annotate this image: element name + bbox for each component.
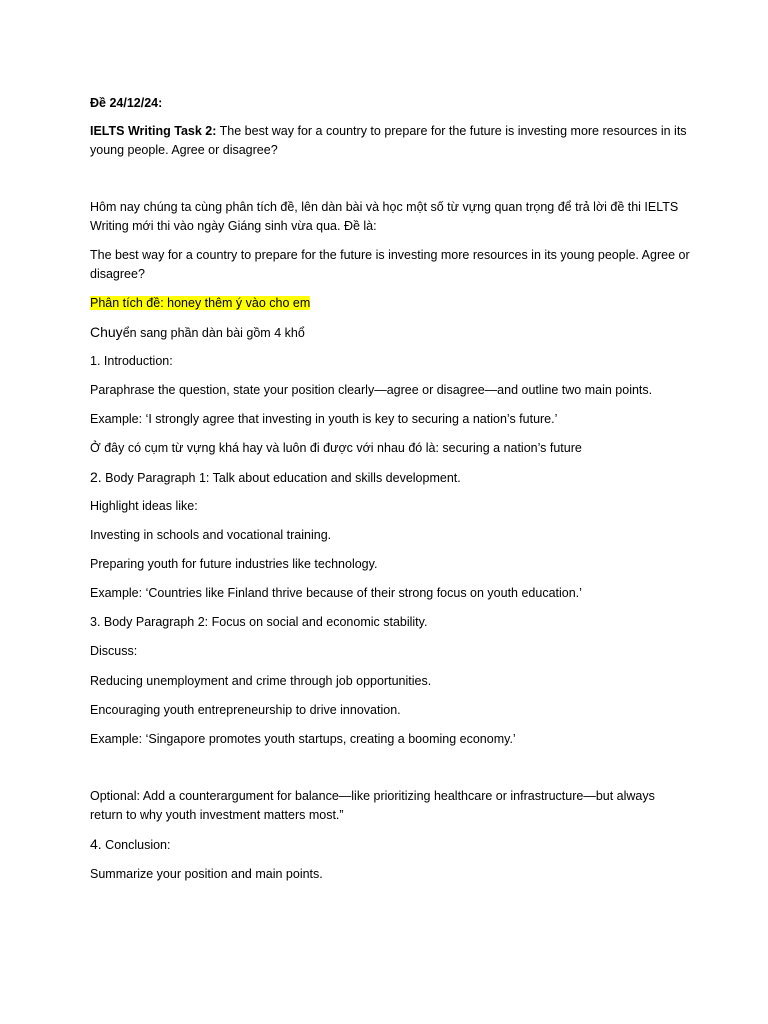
body2-idea-1: Reducing unemployment and crime through job opportunities. xyxy=(90,674,432,688)
outline-intro-rest: ển sang phần dàn bài gồm 4 khổ xyxy=(122,326,305,340)
task-paragraph xyxy=(90,122,690,160)
conclusion-heading-line xyxy=(90,835,690,855)
body1-heading-line xyxy=(90,468,690,488)
body1-idea-2: Preparing youth for future industries like technology. xyxy=(90,557,378,571)
intro-paragraph: Hôm nay chúng ta cùng phân tích đề, lên dàn bài và học một số từ vựng quan trọng để trả lời đề thi IELTS Writing mới thi vào ngày Giáng sinh vừa qua. Đề là: xyxy=(90,200,679,233)
outline-intro-first: Chuy xyxy=(90,324,123,340)
body1-highlight: Highlight ideas like: xyxy=(90,499,198,513)
prompt-repeat: The best way for a country to prepare for the future is investing more resources in its young people. Agree or disagree? xyxy=(90,248,690,281)
intro-example: Example: ‘I strongly agree that investing in youth is key to securing a nation’s future.’ xyxy=(90,412,558,426)
body1-number: 2. xyxy=(90,469,102,485)
body1-idea-1: Investing in schools and vocational training. xyxy=(90,528,332,542)
date-heading: Đề 24/12/24: xyxy=(90,96,163,110)
intro-line: Paraphrase the question, state your position clearly—agree or disagree—and outline two main points. xyxy=(90,383,653,397)
body2-discuss: Discuss: xyxy=(90,644,138,658)
conclusion-line: Summarize your position and main points. xyxy=(90,867,323,881)
outline-intro xyxy=(90,323,690,343)
body1-example: Example: ‘Countries like Finland thrive because of their strong focus on youth education.’ xyxy=(90,586,582,600)
body2-idea-2: Encouraging youth entrepreneurship to drive innovation. xyxy=(90,703,401,717)
conclusion-heading: Conclusion: xyxy=(101,838,171,852)
vocab-note: Ở đây có cụm từ vựng khá hay và luôn đi được với nhau đó là: securing a nation’s future xyxy=(90,441,582,455)
analysis-paragraph xyxy=(90,294,690,313)
body1-heading: Body Paragraph 1: Talk about education and skills development. xyxy=(101,471,461,485)
analysis-highlight: Phân tích đề: honey thêm ý vào cho em xyxy=(90,296,311,310)
body2-example: Example: ‘Singapore promotes youth startups, creating a booming economy.’ xyxy=(90,732,516,746)
optional-paragraph: Optional: Add a counterargument for balance—like prioritizing healthcare or infrastructure—but always return to why youth investment matters most.” xyxy=(90,789,655,822)
task-label: IELTS Writing Task 2: xyxy=(90,124,217,138)
body2-heading: 3. Body Paragraph 2: Focus on social and economic stability. xyxy=(90,615,428,629)
task-prompt: The best way for a country to prepare for the future is investing more resources in its young people. Agree or disagree? xyxy=(90,124,687,157)
conclusion-number: 4. xyxy=(90,836,102,852)
intro-heading: 1. Introduction: xyxy=(90,354,173,368)
